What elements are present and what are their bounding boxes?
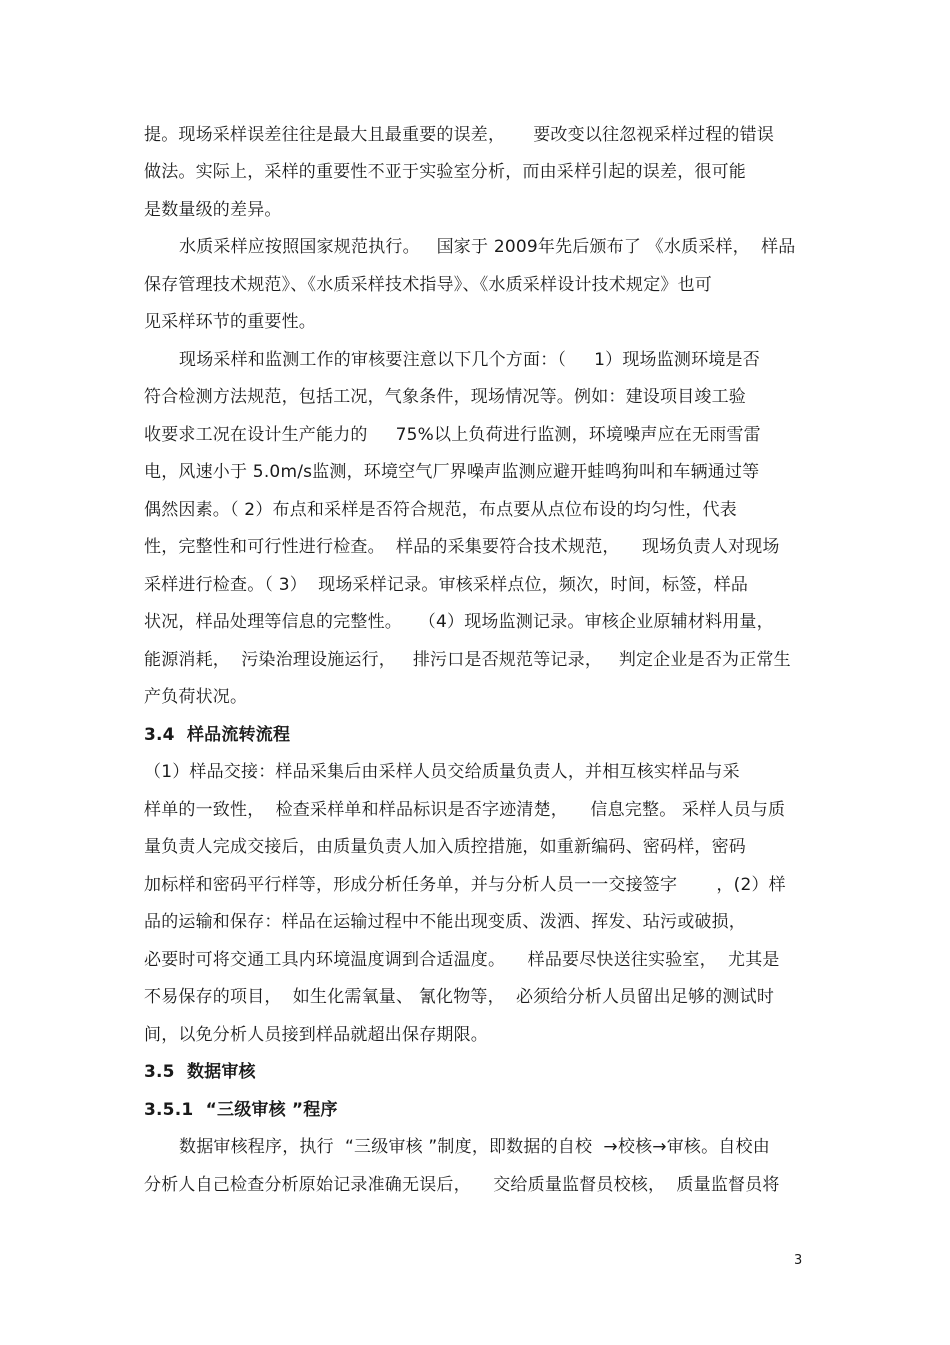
subsection-heading-3-5-1: 3.5.1 “三级审核 ”程序 bbox=[144, 1100, 338, 1120]
body-text-line: 状况，样品处理等信息的完整性。 （4）现场监测记录。审核企业原辅材料用量， bbox=[144, 612, 774, 632]
section-heading-3-5: 3.5 数据审核 bbox=[144, 1062, 256, 1082]
body-text-line: 分析人自己检查分析原始记录准确无误后， 交给质量监督员校核， 质量监督员将 bbox=[144, 1175, 780, 1195]
body-text-line: 保存管理技术规范》、《水质采样技术指导》、《水质采样设计技术规定》也可 bbox=[144, 275, 712, 295]
body-text-line: 样单的一致性， 检查采样单和样品标识是否字迹清楚， 信息完整。 采样人员与质 bbox=[144, 800, 786, 820]
body-text-line: 产负荷状况。 bbox=[144, 687, 248, 707]
body-text-line: 见采样环节的重要性。 bbox=[144, 312, 316, 332]
body-text-line: 加标样和密码平行样等，形成分析任务单，并与分析人员一一交接签字 ，(2）样 bbox=[144, 875, 786, 895]
body-text-line: 能源消耗， 污染治理设施运行， 排污口是否规范等记录， 判定企业是否为正常生 bbox=[144, 650, 791, 670]
body-text-line: 电，风速小于 5.0m/s监测，环境空气厂界噪声监测应避开蛙鸣狗叫和车辆通过等 bbox=[144, 462, 760, 482]
body-text-line: 水质采样应按照国家规范执行。 国家于 2009年先后颁布了 《水质采样， 样品 bbox=[179, 237, 796, 257]
body-text-line: 数据审核程序，执行 “三级审核 ”制度，即数据的自校 →校核→审核。自校由 bbox=[179, 1137, 770, 1157]
body-text-line: 不易保存的项目， 如生化需氧量、 氰化物等， 必须给分析人员留出足够的测试时 bbox=[144, 987, 775, 1007]
body-text-line: 间，以免分析人员接到样品就超出保存期限。 bbox=[144, 1025, 488, 1045]
body-text-line: 符合检测方法规范，包括工况，气象条件，现场情况等。例如：建设项目竣工验 bbox=[144, 387, 746, 407]
body-text-line: 量负责人完成交接后，由质量负责人加入质控措施，如重新编码、密码样，密码 bbox=[144, 837, 746, 857]
body-text-line: 是数量级的差异。 bbox=[144, 200, 282, 220]
body-text-line: （1）样品交接：样品采集后由采样人员交给质量负责人，并相互核实样品与采 bbox=[144, 762, 740, 782]
page-number: 3 bbox=[794, 1253, 803, 1268]
body-text-line: 提。现场采样误差往往是最大且最重要的误差， 要改变以往忽视采样过程的错误 bbox=[144, 125, 775, 145]
body-text-line: 采样进行检查。（ 3） 现场采样记录。审核采样点位，频次，时间，标签，样品 bbox=[144, 575, 749, 595]
body-text-line: 偶然因素。（ 2）布点和采样是否符合规范，布点要从点位布设的均匀性，代表 bbox=[144, 500, 737, 520]
body-text-line: 品的运输和保存：样品在运输过程中不能出现变质、泼洒、挥发、玷污或破损， bbox=[144, 912, 746, 932]
body-text-line: 现场采样和监测工作的审核要注意以下几个方面：（ 1）现场监测环境是否 bbox=[179, 350, 760, 370]
body-text-line: 做法。实际上，采样的重要性不亚于实验室分析，而由采样引起的误差，很可能 bbox=[144, 162, 746, 182]
body-text-line: 收要求工况在设计生产能力的 75%以上负荷进行监测，环境噪声应在无雨雪雷 bbox=[144, 425, 761, 445]
body-text-line: 必要时可将交通工具内环境温度调到合适温度。 样品要尽快送往实验室， 尤其是 bbox=[144, 950, 780, 970]
section-heading-3-4: 3.4 样品流转流程 bbox=[144, 725, 291, 745]
body-text-line: 性，完整性和可行性进行检查。 样品的采集要符合技术规范， 现场负责人对现场 bbox=[144, 537, 780, 557]
